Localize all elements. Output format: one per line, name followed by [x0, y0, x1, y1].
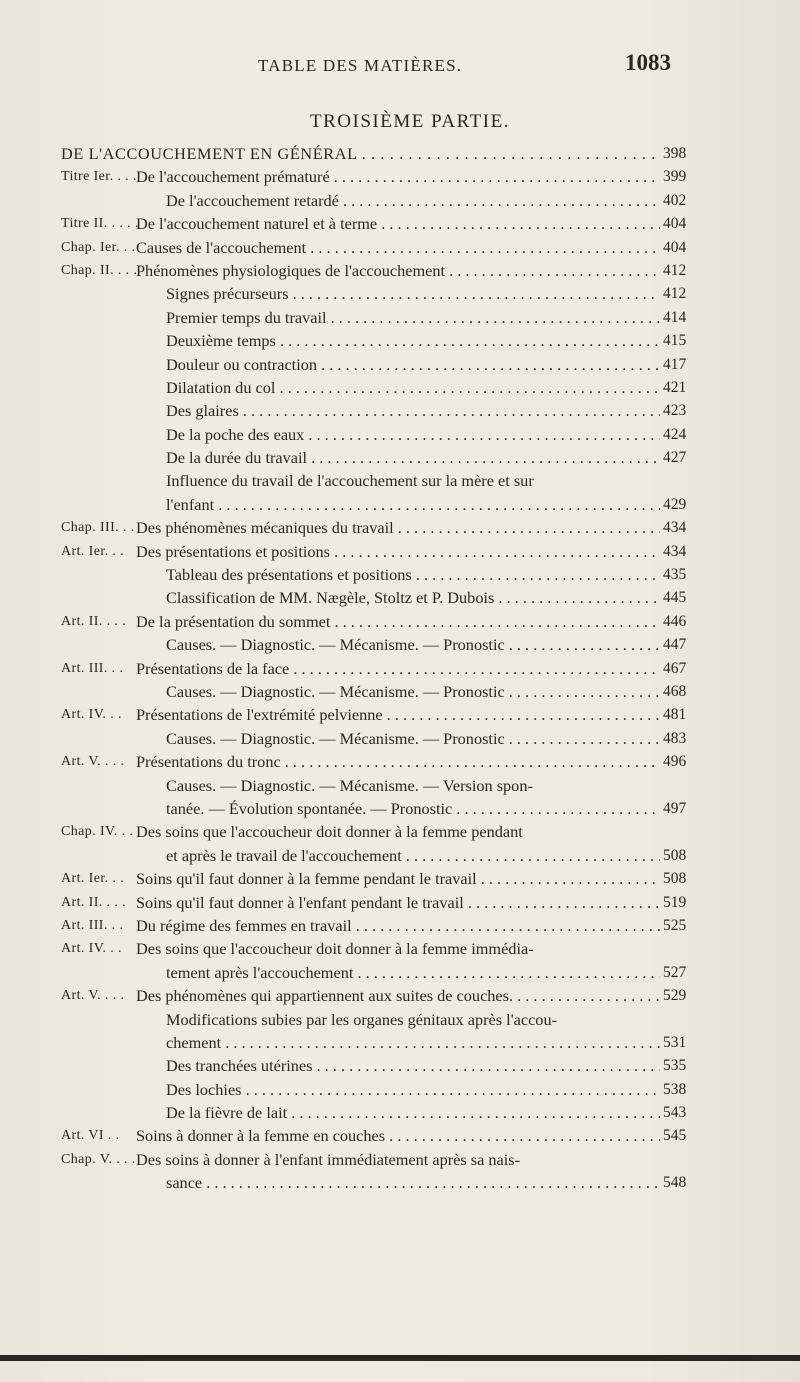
- toc-entry: [0, 610, 800, 633]
- toc-entry-page: 481: [663, 706, 687, 724]
- toc-entry-page: 545: [663, 1127, 687, 1145]
- toc-entry: [0, 1078, 800, 1101]
- toc-entry-text: Dilatation du col . . .: [166, 376, 660, 399]
- toc-entry-text: Causes. — Diagnostic. — Mécanisme. — Pronostic . . .: [166, 680, 660, 703]
- toc-entry-page: 399: [663, 168, 687, 186]
- toc-entry-page: 412: [663, 285, 687, 303]
- toc-entry: [0, 259, 800, 282]
- part-title: TROISIÈME PARTIE.: [310, 111, 510, 132]
- toc-entry-text: et après le travail de l'accouchement . . .: [166, 844, 660, 867]
- toc-entry-text: Classification de MM. Nægèle, Stoltz et P. Dubois . . .: [166, 586, 660, 609]
- toc-entry-text: l'enfant . . .: [166, 493, 660, 516]
- toc-entry-text: Signes précurseurs . . .: [166, 282, 660, 305]
- toc-entry-label: Art. IV. . .: [61, 707, 122, 723]
- toc-entry-page: 417: [663, 355, 687, 373]
- toc-entry-page: 483: [663, 729, 687, 747]
- toc-entry: [0, 282, 800, 305]
- toc-entry-text: De la durée du travail . . .: [166, 446, 660, 469]
- toc-entry: [0, 1148, 800, 1195]
- toc-entry: [0, 399, 800, 422]
- toc-entry: [0, 236, 800, 259]
- toc-entry-label: Art. VI . .: [61, 1128, 120, 1144]
- toc-entry: [0, 353, 800, 376]
- toc-entry-page: 508: [663, 846, 687, 864]
- toc-entry: [0, 469, 800, 516]
- toc-entry-text: sance . . .: [166, 1171, 660, 1194]
- toc-entry-page: 429: [663, 495, 687, 513]
- toc-entry: [0, 540, 800, 563]
- toc-entry-text: De l'accouchement prématuré . . .: [136, 165, 660, 188]
- toc-entry-page: 468: [663, 683, 687, 700]
- toc-entry-text: Des présentations et positions . . .: [136, 540, 660, 563]
- toc-entry: [0, 329, 800, 352]
- toc-entry: [0, 914, 800, 937]
- toc-entry: [0, 937, 800, 984]
- toc-entry-text: Premier temps du travail . . .: [166, 306, 660, 329]
- toc-entry-text: Causes. — Diagnostic. — Mécanisme. — Pronostic . . .: [166, 633, 660, 656]
- toc-entry: [0, 984, 800, 1007]
- toc-entry-page: 525: [663, 916, 687, 934]
- toc-entry-page: 497: [663, 799, 687, 817]
- toc-entry-text: tanée. — Évolution spontanée. — Pronostic . . .: [166, 797, 660, 820]
- toc-entry-label: Art. Ier. . .: [61, 871, 125, 887]
- toc-entry-page: 435: [663, 566, 687, 584]
- toc-entry: [0, 820, 800, 867]
- toc-entry-text: De la fièvre de lait . . .: [166, 1101, 660, 1124]
- toc-entry-page: 467: [663, 659, 687, 677]
- toc-entry-text-line1: Modifications subies par les organes génitaux après l'accou-: [166, 1009, 558, 1029]
- toc-entry-label: Chap. V. . . .: [61, 1151, 136, 1167]
- toc-entry-label: Chap. Ier. . .: [61, 239, 136, 255]
- toc-entry-page: 508: [663, 870, 687, 888]
- toc-entry-text: Soins qu'il faut donner à la femme pendant le travail . . .: [136, 867, 660, 890]
- toc-entry-text: Présentations du tronc . . .: [136, 750, 660, 773]
- toc-entry-text: De l'accouchement retardé . . .: [166, 189, 660, 212]
- toc-entry: [0, 657, 800, 680]
- toc-entry-page: 424: [663, 425, 687, 443]
- toc-entry: [0, 376, 800, 399]
- toc-entry-text: Phénomènes physiologiques de l'accouchement . . .: [136, 259, 660, 282]
- toc-entry-text: Présentations de la face . . .: [136, 657, 660, 680]
- toc-entry: [0, 867, 800, 890]
- running-head-title: TABLE DES MATIÈRES.: [258, 56, 463, 75]
- toc-entry-text: Des phénomènes qui appartiennent aux suites de couches. . . . . .: [136, 984, 660, 1007]
- toc-entry: [0, 703, 800, 726]
- toc-entry-page: 427: [663, 449, 687, 467]
- toc-entry: [0, 586, 800, 609]
- toc-entry: [0, 563, 800, 586]
- toc-section-page: 398: [663, 145, 687, 162]
- toc-entry-label: Titre Ier. . . .: [61, 169, 137, 185]
- toc-entry-label: Art. II. . . .: [61, 894, 127, 910]
- toc-entry-page: 402: [663, 191, 687, 209]
- toc-entry-page: 447: [663, 636, 687, 654]
- toc-entry-page: 496: [663, 753, 687, 771]
- toc-entry-text: Causes. — Diagnostic. — Mécanisme. — Pronostic . . .: [166, 727, 660, 750]
- toc-entry-label: Titre II. . . . .: [61, 216, 139, 232]
- toc-entry: [0, 1054, 800, 1077]
- toc-entry-text-line1: Influence du travail de l'accouchement sur la mère et sur: [166, 471, 534, 491]
- toc-entry: [0, 423, 800, 446]
- toc-entry-text: De la poche des eaux . . .: [166, 423, 660, 446]
- toc-entry-text: Des lochies . . .: [166, 1078, 660, 1101]
- toc-entry-text: Causes de l'accouchement . . .: [136, 236, 660, 259]
- toc-entry-page: 423: [663, 402, 687, 420]
- toc-entry-page: 543: [663, 1104, 687, 1122]
- toc-entry: [0, 727, 800, 750]
- toc-entry: [0, 446, 800, 469]
- toc-entry-label: Art. Ier. . .: [61, 543, 125, 559]
- toc-entry-page: 531: [663, 1033, 687, 1051]
- toc-entry-page: 529: [663, 987, 687, 1005]
- toc-entry-label: Art. V. . . .: [61, 754, 125, 770]
- toc-entry: [0, 1101, 800, 1124]
- toc-entry: [0, 165, 800, 188]
- toc-entry-text: Des phénomènes mécaniques du travail . . .: [136, 516, 660, 539]
- toc-entry-label: Art. V. . . .: [61, 988, 125, 1004]
- toc-entry-text: Douleur ou contraction . . .: [166, 353, 660, 376]
- toc-entry-label: Art. III. . .: [61, 660, 124, 676]
- toc-entry-label: Chap. IV. . .: [61, 824, 134, 840]
- toc-entry: [0, 212, 800, 235]
- toc-entry-text-line1: Des soins que l'accoucheur doit donner à la femme immédia-: [136, 939, 534, 959]
- page-number: 1083: [625, 50, 671, 75]
- toc-entry-text: De l'accouchement naturel et à terme . . .: [136, 212, 660, 235]
- toc-entry: [0, 1124, 800, 1147]
- toc-entry-text-line1: Des soins que l'accoucheur doit donner à la femme pendant: [136, 822, 523, 842]
- toc-entry-page: 414: [663, 308, 687, 326]
- toc-entry-text: tement après l'accouchement . . .: [166, 961, 660, 984]
- toc-entry-label: Chap. II. . . .: [61, 262, 138, 278]
- table-of-contents: [0, 142, 800, 1195]
- toc-entry-text: Soins à donner à la femme en couches . . .: [136, 1124, 660, 1147]
- toc-entry: [0, 891, 800, 914]
- toc-section-text: DE L'ACCOUCHEMENT EN GÉNÉRAL . . .: [61, 142, 660, 165]
- toc-entry: [0, 680, 800, 703]
- toc-entry-text-line1: Des soins à donner à l'enfant immédiatement après sa nais-: [136, 1149, 521, 1169]
- toc-entry: [0, 633, 800, 656]
- toc-entry-text: Deuxième temps . . .: [166, 329, 660, 352]
- toc-entry: [0, 189, 800, 212]
- toc-entry: [0, 516, 800, 539]
- toc-entry-page: 538: [663, 1080, 687, 1098]
- toc-entry: [0, 306, 800, 329]
- toc-entry-page: 519: [663, 893, 687, 911]
- toc-entry: [0, 1008, 800, 1055]
- toc-entry-text: Du régime des femmes en travail . . .: [136, 914, 660, 937]
- toc-section-heading: [0, 142, 800, 165]
- toc-entry-text-line1: Causes. — Diagnostic. — Mécanisme. — Version spon-: [166, 775, 533, 795]
- toc-entry-text: Présentations de l'extrémité pelvienne . . .: [136, 703, 660, 726]
- toc-entry-page: 434: [663, 519, 687, 537]
- bottom-rule: [0, 1355, 800, 1361]
- toc-entry-page: 412: [663, 261, 687, 279]
- toc-entry-page: 527: [663, 963, 687, 981]
- toc-entry-label: Art. IV. . .: [61, 941, 122, 957]
- toc-entry: [0, 774, 800, 821]
- toc-entry-page: 548: [663, 1174, 687, 1192]
- toc-entry-page: 445: [663, 589, 687, 607]
- toc-entry-page: 434: [663, 542, 687, 560]
- toc-entry-page: 446: [663, 612, 687, 630]
- toc-entry-page: 421: [663, 378, 687, 396]
- toc-entry-page: 415: [663, 332, 687, 350]
- toc-entry-text: chement . . .: [166, 1031, 660, 1054]
- toc-entry-text: De la présentation du sommet . . .: [136, 610, 660, 633]
- toc-entry-label: Art. III. . .: [61, 917, 124, 933]
- toc-entry-page: 404: [663, 215, 687, 233]
- toc-entry-page: 535: [663, 1057, 687, 1075]
- toc-entry-label: Art. II. . . .: [61, 613, 127, 629]
- toc-entry-page: 404: [663, 238, 687, 256]
- toc-entry: [0, 750, 800, 773]
- toc-entry-text: Des glaires . . .: [166, 399, 660, 422]
- toc-entry-text: Des tranchées utérines . . .: [166, 1054, 660, 1077]
- toc-entry-text: Tableau des présentations et positions . . .: [166, 563, 660, 586]
- toc-entry-text: Soins qu'il faut donner à l'enfant pendant le travail . . .: [136, 891, 660, 914]
- toc-entry-label: Chap. III. . .: [61, 520, 135, 536]
